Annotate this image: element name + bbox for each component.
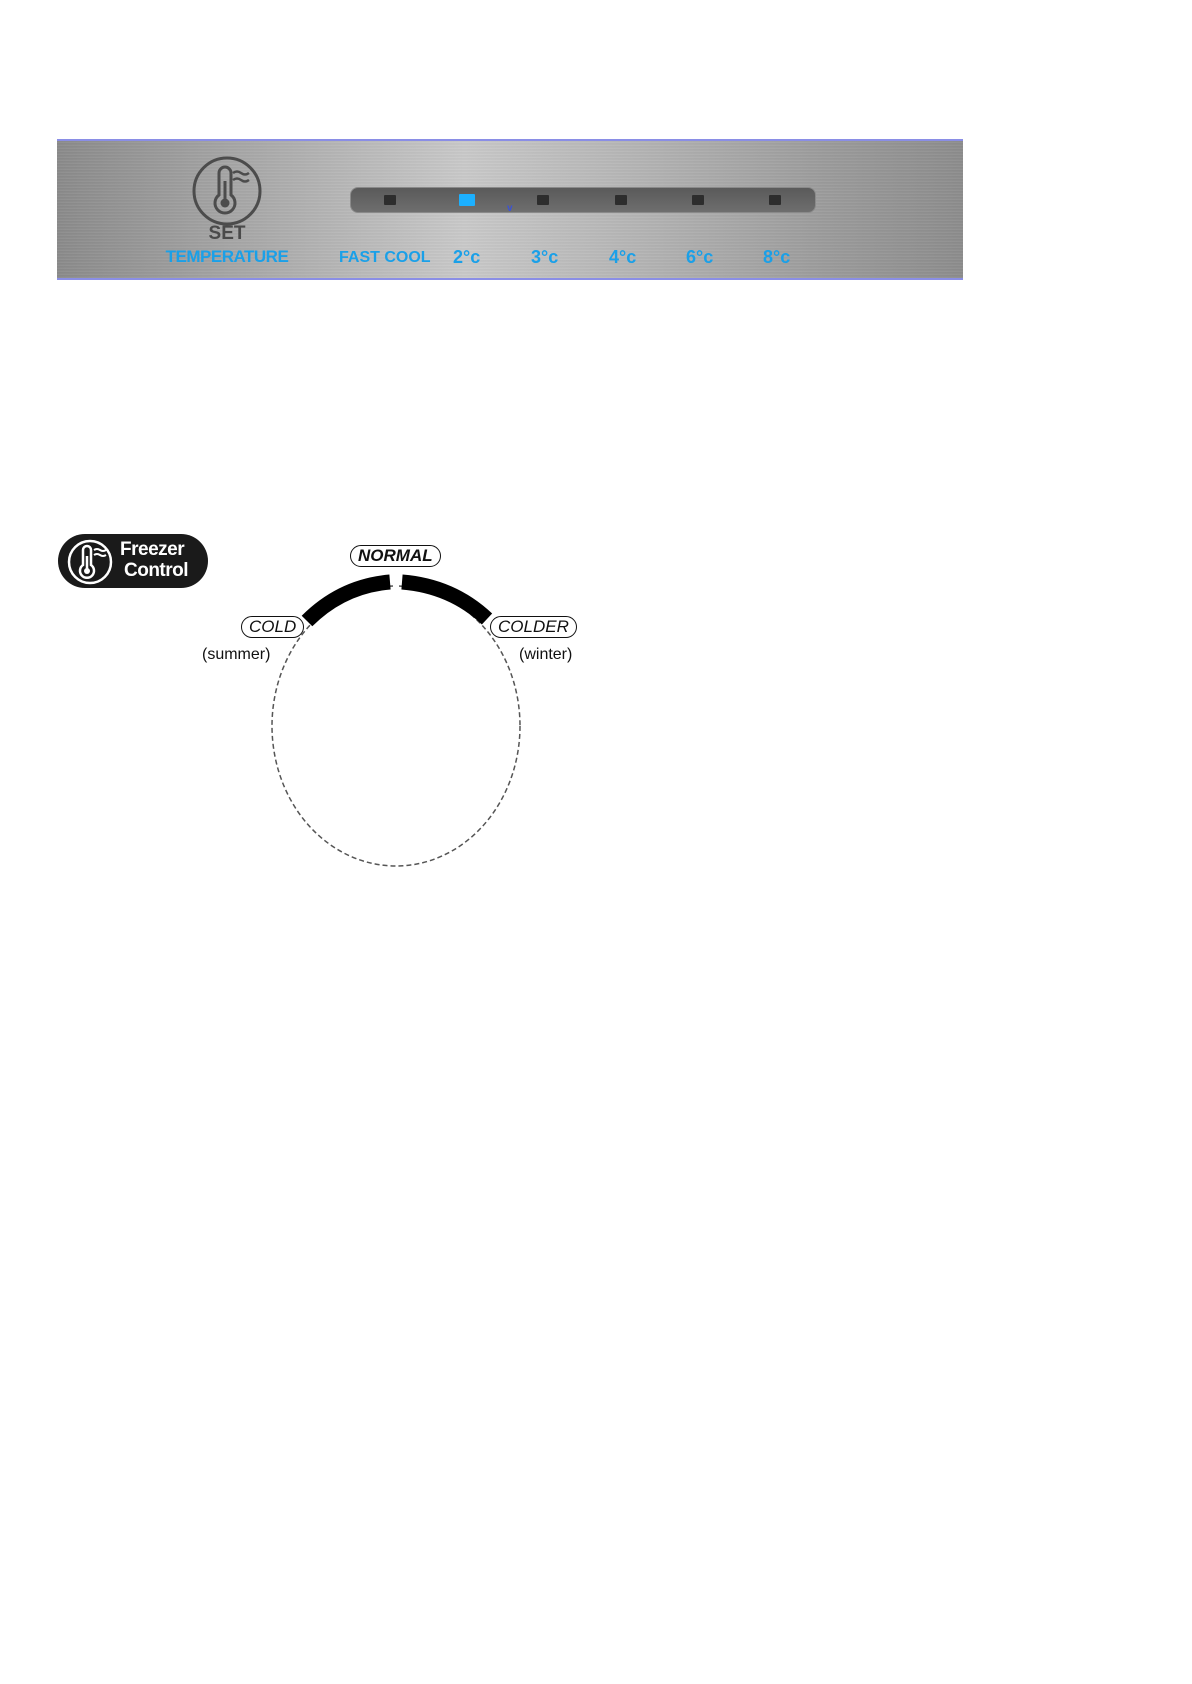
normal-tick: [393, 568, 399, 592]
normal-setting-label[interactable]: NORMAL: [350, 545, 441, 567]
colder-setting-label[interactable]: COLDER: [490, 616, 577, 638]
option-6c[interactable]: 6°c: [686, 247, 714, 267]
led-2c: [459, 194, 475, 206]
colder-note: (winter): [519, 646, 573, 663]
led-fast-cool: [384, 195, 396, 205]
option-fast-cool[interactable]: FAST COOL: [339, 249, 431, 266]
temperature-control-panel: [57, 139, 963, 280]
dial-scale-arc-right: [402, 582, 487, 619]
option-3c[interactable]: 3°c: [531, 247, 559, 267]
badge-line-2: Control: [124, 560, 189, 581]
thermometer-icon: [66, 538, 114, 586]
freezer-control-badge: [58, 534, 208, 588]
freezer-dial[interactable]: [190, 530, 590, 870]
badge-line-1: Freezer: [120, 539, 185, 560]
led-3c: [537, 195, 549, 205]
temperature-label: TEMPERATURE: [165, 247, 289, 266]
option-2c[interactable]: 2°c: [453, 247, 481, 267]
cold-note: (summer): [202, 646, 271, 663]
option-8c[interactable]: 8°c: [763, 247, 791, 267]
option-4c[interactable]: 4°c: [609, 247, 637, 267]
led-6c: [692, 195, 704, 205]
dial-scale-arc-left: [307, 582, 390, 621]
led-4c: [615, 195, 627, 205]
dial-knob-outline: [272, 586, 520, 866]
thermometer-icon[interactable]: [191, 155, 263, 227]
led-indicator-bar: [350, 187, 816, 213]
led-8c: [769, 195, 781, 205]
indicator-marker: v: [507, 203, 513, 214]
set-label: SET: [208, 223, 246, 244]
freezer-control-title: [120, 539, 188, 581]
cold-setting-label[interactable]: COLD: [241, 616, 304, 638]
